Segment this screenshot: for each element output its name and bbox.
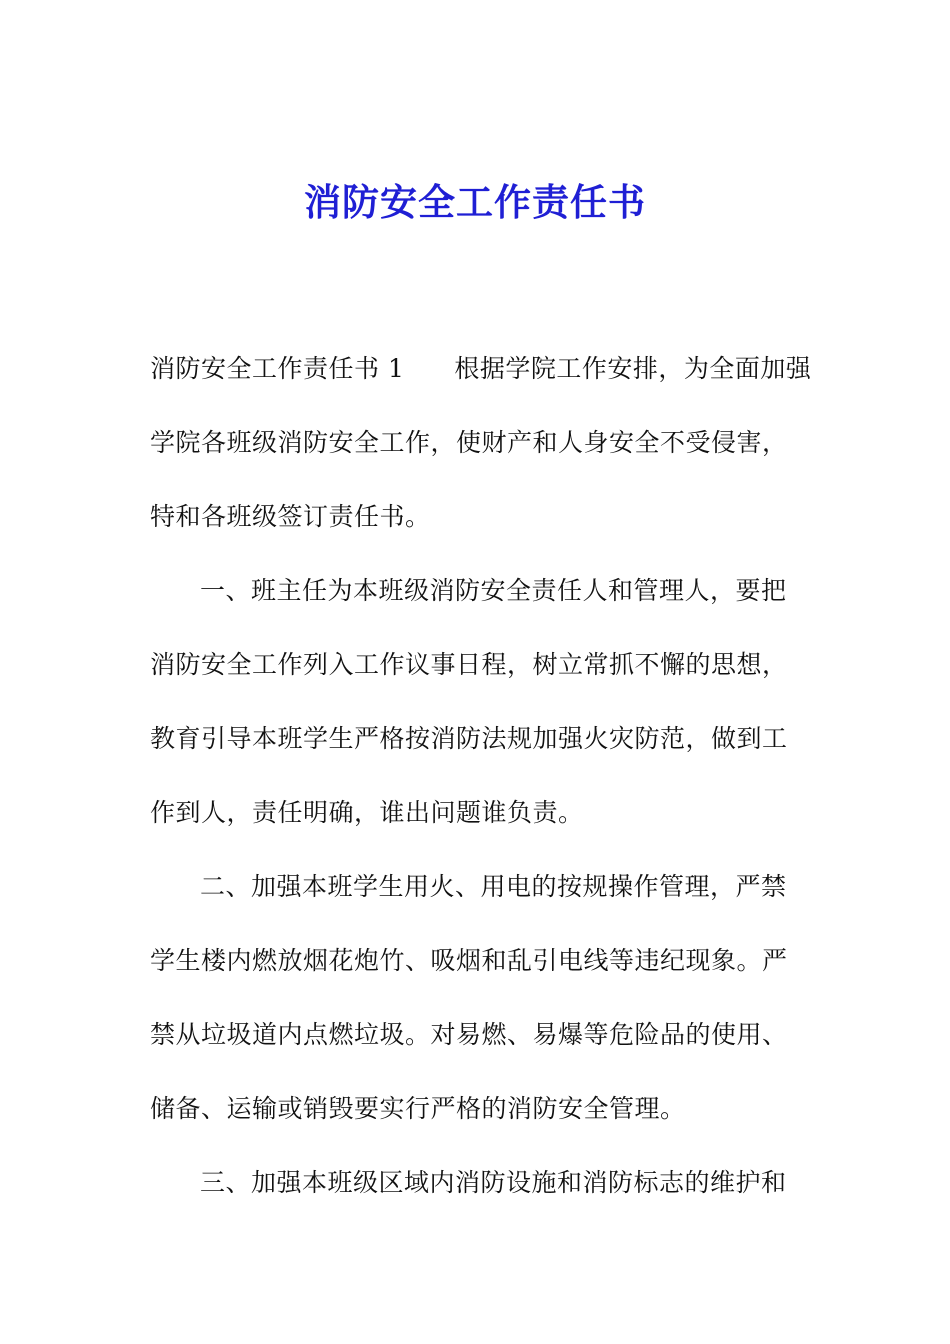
paragraph-line: 特和各班级签订责任书。 xyxy=(150,502,431,531)
paragraph-line: 学生楼内燃放烟花炮竹、吸烟和乱引电线等违纪现象。严 xyxy=(150,946,788,975)
document-body xyxy=(150,332,810,1220)
paragraph-line xyxy=(150,332,810,406)
paragraph-line: 二、加强本班学生用火、用电的按规操作管理，严禁 xyxy=(200,872,787,901)
paragraph-line: 消防安全工作列入工作议事日程，树立常抓不懈的思想， xyxy=(150,650,788,679)
paragraph-line: 储备、运输或销毁要实行严格的消防安全管理。 xyxy=(150,1094,686,1123)
paragraph-line: 禁从垃圾道内点燃垃圾。对易燃、易爆等危险品的使用、 xyxy=(150,1020,788,1049)
paragraph-line: 一、班主任为本班级消防安全责任人和管理人，要把 xyxy=(200,576,787,605)
paragraph-line: 三、加强本班级区域内消防设施和消防标志的维护和 xyxy=(200,1168,787,1197)
section-heading: 消防安全工作责任书 1 xyxy=(150,354,405,383)
paragraph-line: 作到人，责任明确，谁出问题谁负责。 xyxy=(150,798,584,827)
document-title: 消防安全工作责任书 xyxy=(304,180,646,224)
paragraph-line: 学院各班级消防安全工作，使财产和人身安全不受侵害， xyxy=(150,428,788,457)
line-text: 根据学院工作安排，为全面加强 xyxy=(454,354,812,383)
paragraph-line: 教育引导本班学生严格按消防法规加强火灾防范，做到工 xyxy=(150,724,788,753)
